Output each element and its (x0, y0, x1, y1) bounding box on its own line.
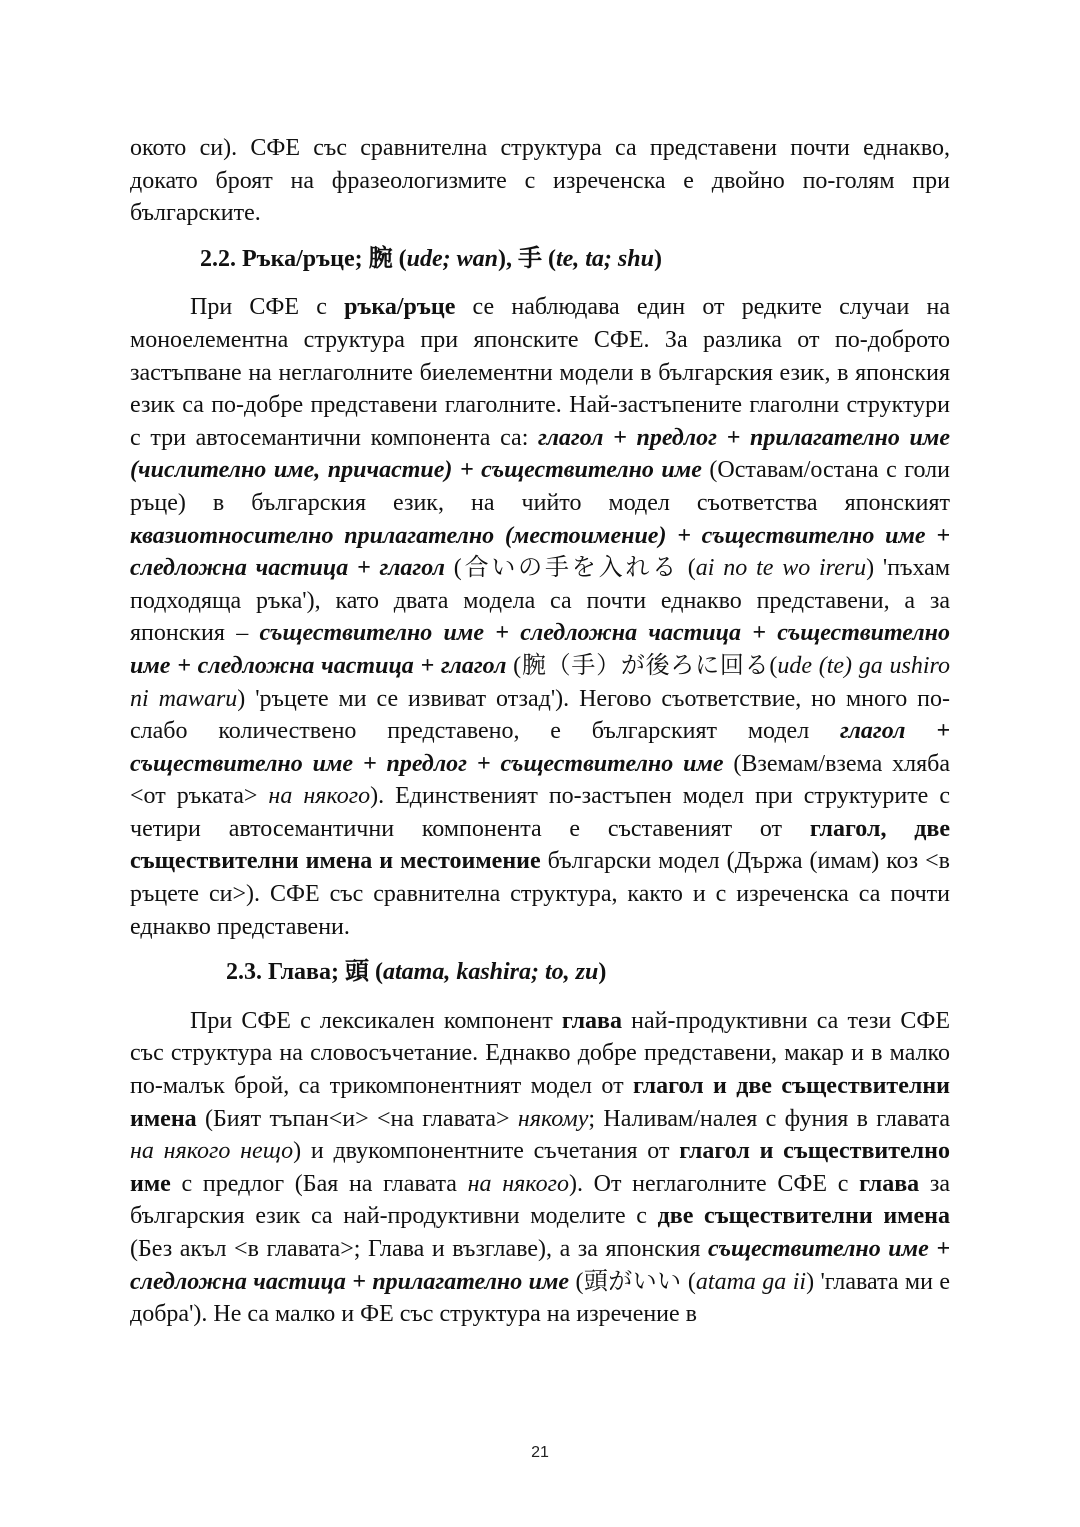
heading-2-3 (130, 956, 950, 989)
heading-2-3-prefix: 2.3. Глава; 頭 ( (226, 959, 383, 986)
intro-paragraph (130, 132, 950, 230)
bold-term: глава (561, 1007, 623, 1034)
text-run: При СФЕ с (190, 294, 345, 321)
model-formula: квазиотносително прилагателно (местоимение) + съществително име + следложна частица + глагол (130, 522, 950, 582)
text-run: При СФЕ с лексикален компонент (190, 1007, 562, 1034)
text-run: български модел (Държа (имам) коз <в ръцете си>). СФЕ със сравнителна структура, както и с изреченска са почти еднакво представени. (130, 848, 951, 940)
heading-2-2-prefix: 2.2. Ръка/ръце; 腕 ( (200, 245, 407, 272)
text-run: (Оставам/остана с голи ръце) в българския език, на чийто модел съответства японският (130, 457, 951, 516)
heading-2-3-romaji: atama, kashira; to, zu (382, 959, 599, 986)
text-run: (Без акъл <в главата>; Глава и възглаве), а за японския (130, 1236, 708, 1262)
bold-term: глагол и съществително име (130, 1138, 950, 1197)
bold-term: ръка/ръце (344, 294, 456, 321)
page-body (130, 132, 950, 1331)
text-run: ). Единственият по-застъпен модел при структурите с четири автосемантични компонента е съставеният от (130, 783, 950, 842)
text-run: за българския език са най-продуктивни моделите с (130, 1170, 951, 1230)
romaji: ude (te) ga ushiro ni mawaru (130, 652, 950, 712)
text-run: ). От неглаголните СФЕ с (568, 1170, 860, 1197)
text-run: ) 'ръцете ми се извиват отзад'). Негово съответствие, но много по-слабо количествено представено, е българският модел (130, 685, 950, 745)
heading-2-2-romaji-2: te, ta; shu (555, 245, 654, 272)
text-run: (Вземам/взема хляба <от ръката> (130, 750, 950, 810)
heading-2-2-suffix: ) (653, 245, 662, 272)
text-run: най-продуктивни са тези СФЕ със структура на словосъчетание. Еднакво добре представени, макар и в малко по-малък брой, са трикомпонентният модел от (130, 1007, 951, 1100)
text-run: ; Наливам/налея с фуния в главата (588, 1105, 950, 1132)
text-run: (合いの手を入れる ( (444, 555, 696, 582)
model-formula: съществително име + следложна частица + прилагателно име (130, 1236, 950, 1295)
italic-note: на някого нещо (130, 1138, 294, 1165)
italic-note: на някого (467, 1170, 569, 1197)
text-run: (Бият тъпан<и> <на главата> (196, 1105, 518, 1132)
heading-2-2 (130, 243, 950, 276)
paragraph-2-3 (130, 1005, 950, 1331)
text-run: с предлог (Бая на главата (170, 1170, 468, 1197)
page-number: 21 (531, 1444, 549, 1461)
text-run: се наблюдава един от редките случаи на моноелементна структура при японските СФЕ. За разлика от по-доброто застъпване на неглаголните биелементни модели в българския език, в японския език са по-добре представени глаголните. Най-застъпените глаголни структури с три автосемантични компонента са: (130, 294, 950, 451)
text-run: (頭がいい ( (569, 1268, 696, 1295)
model-formula: съществително име + следложна частица + съществително име + следложна частица + глагол (130, 620, 950, 679)
heading-2-3-suffix: ) (598, 959, 607, 986)
italic-note: на някого (268, 783, 371, 810)
romaji: ai no te wo ireru (695, 555, 867, 582)
heading-2-2-mid: ), 手 ( (497, 245, 556, 272)
romaji: atama ga ii (695, 1268, 807, 1295)
model-formula: глагол + съществително име + предлог + съществително име (130, 718, 950, 777)
bold-term: глава (859, 1170, 920, 1197)
bold-term: глагол, две съществителни имена и местоимение (130, 815, 950, 875)
text-run: ) 'пъхам подходяща ръка'), като двата модела са почти еднакво представени, а за японския – (130, 555, 951, 647)
paragraph-2-2 (130, 291, 950, 943)
heading-2-2-romaji-1: ude; wan (406, 245, 498, 272)
bold-term: глагол и две съществителни имена (130, 1073, 950, 1132)
text-run: ) и двукомпонентните съчетания от (293, 1138, 680, 1165)
model-formula: глагол + предлог + прилагателно име (числително име, причастие) + съществително име (130, 424, 950, 484)
italic-note: някому (517, 1105, 589, 1132)
intro-text: окото си). СФЕ със сравнителна структура са представени почти еднакво, докато броят на фразеологизмите с изреченска е двойно по-голям при българските. (130, 135, 950, 227)
text-run: (腕（手）が後ろに回る( (506, 652, 778, 679)
bold-term: две съществителни имена (657, 1203, 950, 1230)
text-run: ) 'главата ми е добра'). Не са малко и ФЕ със структура на изречение в (130, 1268, 951, 1328)
